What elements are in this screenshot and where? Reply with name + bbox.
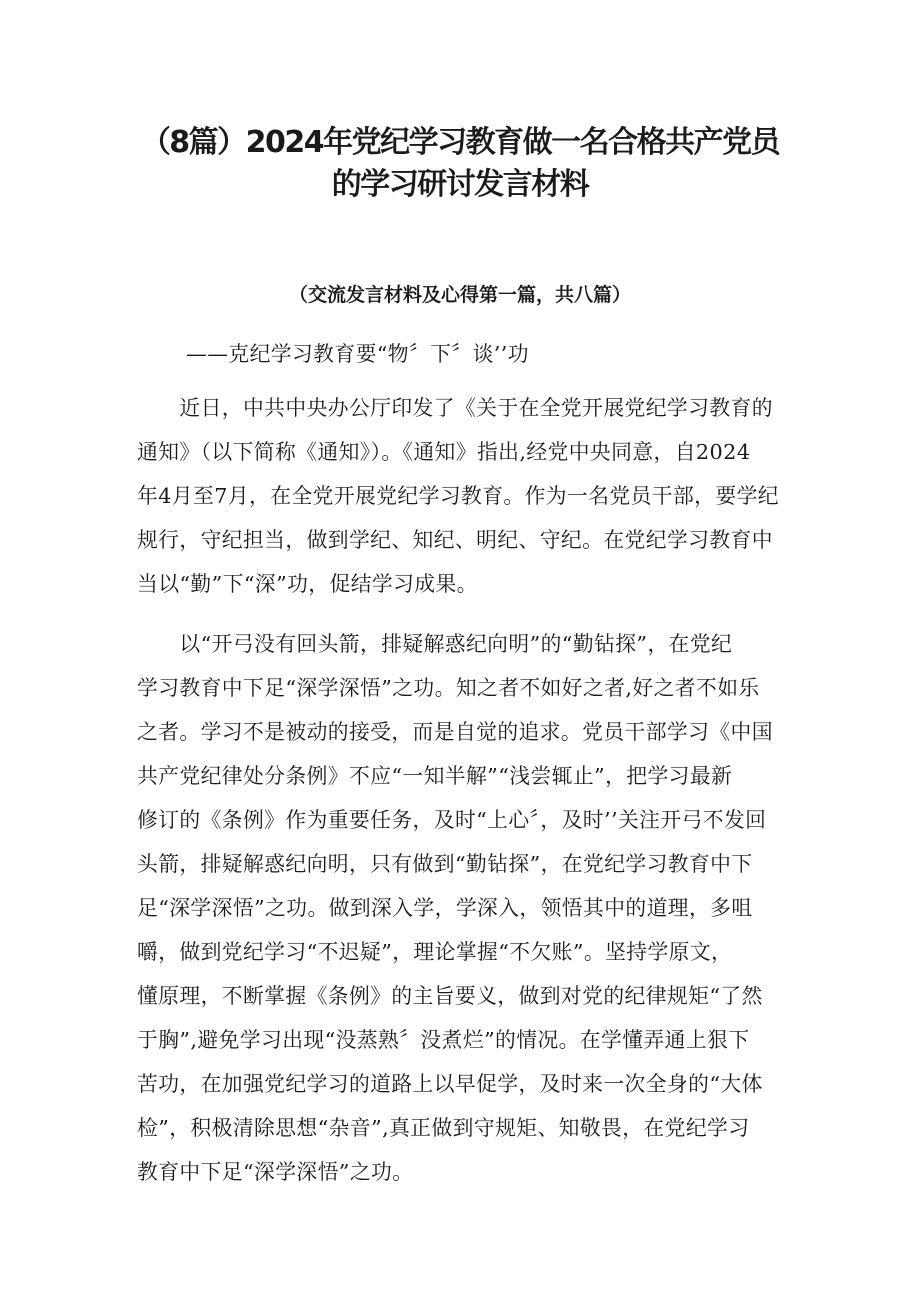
paragraph-line: 检”，积极清除思想“杂音”,真正做到守规矩、知敬畏，在党纪学习 — [137, 1116, 750, 1140]
paragraph-1 — [137, 386, 817, 606]
paragraph-line: 苦功，在加强党纪学习的道路上以早促学，及时来一次全身的“大体 — [137, 1072, 763, 1096]
paragraph-line: 通知》（以下简称《通知》）。《通知》指出,经党中央同意，自2024 — [137, 440, 751, 464]
paragraph-line: 学习教育中下足“深学深悟”之功。知之者不如好之者,好之者不如乐 — [137, 676, 760, 700]
paragraph-line: 当以“勤”下“深”功，促结学习成果。 — [137, 572, 478, 596]
paragraph-line: 共产党纪律处分条例》不应“一知半解”“浅尝辄止”，把学习最新 — [137, 764, 733, 788]
document-title-line-1: （8篇）2024年党纪学习教育做一名合格共产党员 — [140, 125, 780, 160]
paragraph-2 — [137, 622, 817, 1194]
paragraph-line: 足“深学深悟”之功。做到深入学，学深入，领悟其中的道理，多咀 — [137, 896, 753, 920]
paragraph-line: 嚼，做到党纪学习“不迟疑”，理论掌握“不欠账”。坚持学原文， — [137, 940, 733, 964]
document-title-line-2: 的学习研讨发言材料 — [331, 167, 589, 202]
paragraph-line: 之者。学习不是被动的接受，而是自觉的追求。党员干部学习《中国 — [137, 720, 773, 744]
paragraph-line: 近日，中共中央办公厅印发了《关于在全党开展党纪学习教育的 — [137, 396, 773, 420]
paragraph-line: 以“开弓没有回头箭，排疑解惑纪向明”的“勤钻探”，在党纪 — [137, 632, 733, 656]
paragraph-line: 规行，守纪担当，做到学纪、知纪、明纪、守纪。在党纪学习教育中 — [137, 528, 773, 552]
paragraph-line: 年4月至7月，在全党开展党纪学习教育。作为一名党员干部，要学纪 — [137, 484, 779, 508]
paragraph-line: 于胸”,避免学习出现“没蒸熟〞没煮烂”的情况。在学懂弄通上狠下 — [137, 1028, 750, 1052]
paragraph-line: 头箭，排疑解惑纪向明，只有做到“勤钻探”，在党纪学习教育中下 — [137, 852, 753, 876]
paragraph-line: 教育中下足“深学深悟”之功。 — [137, 1160, 414, 1184]
document-subtitle: （交流发言材料及心得第一篇，共八篇） — [288, 284, 631, 306]
section-tagline: ——克纪学习教育要“物〞下〞谈’’功 — [186, 342, 530, 366]
paragraph-line: 修订的《条例》作为重要任务，及时“上心〞，及时’’关注开弓不发回 — [137, 808, 767, 832]
paragraph-line: 懂原理，不断掌握《条例》的主旨要义，做到对党的纪律规矩“了然 — [137, 984, 763, 1008]
